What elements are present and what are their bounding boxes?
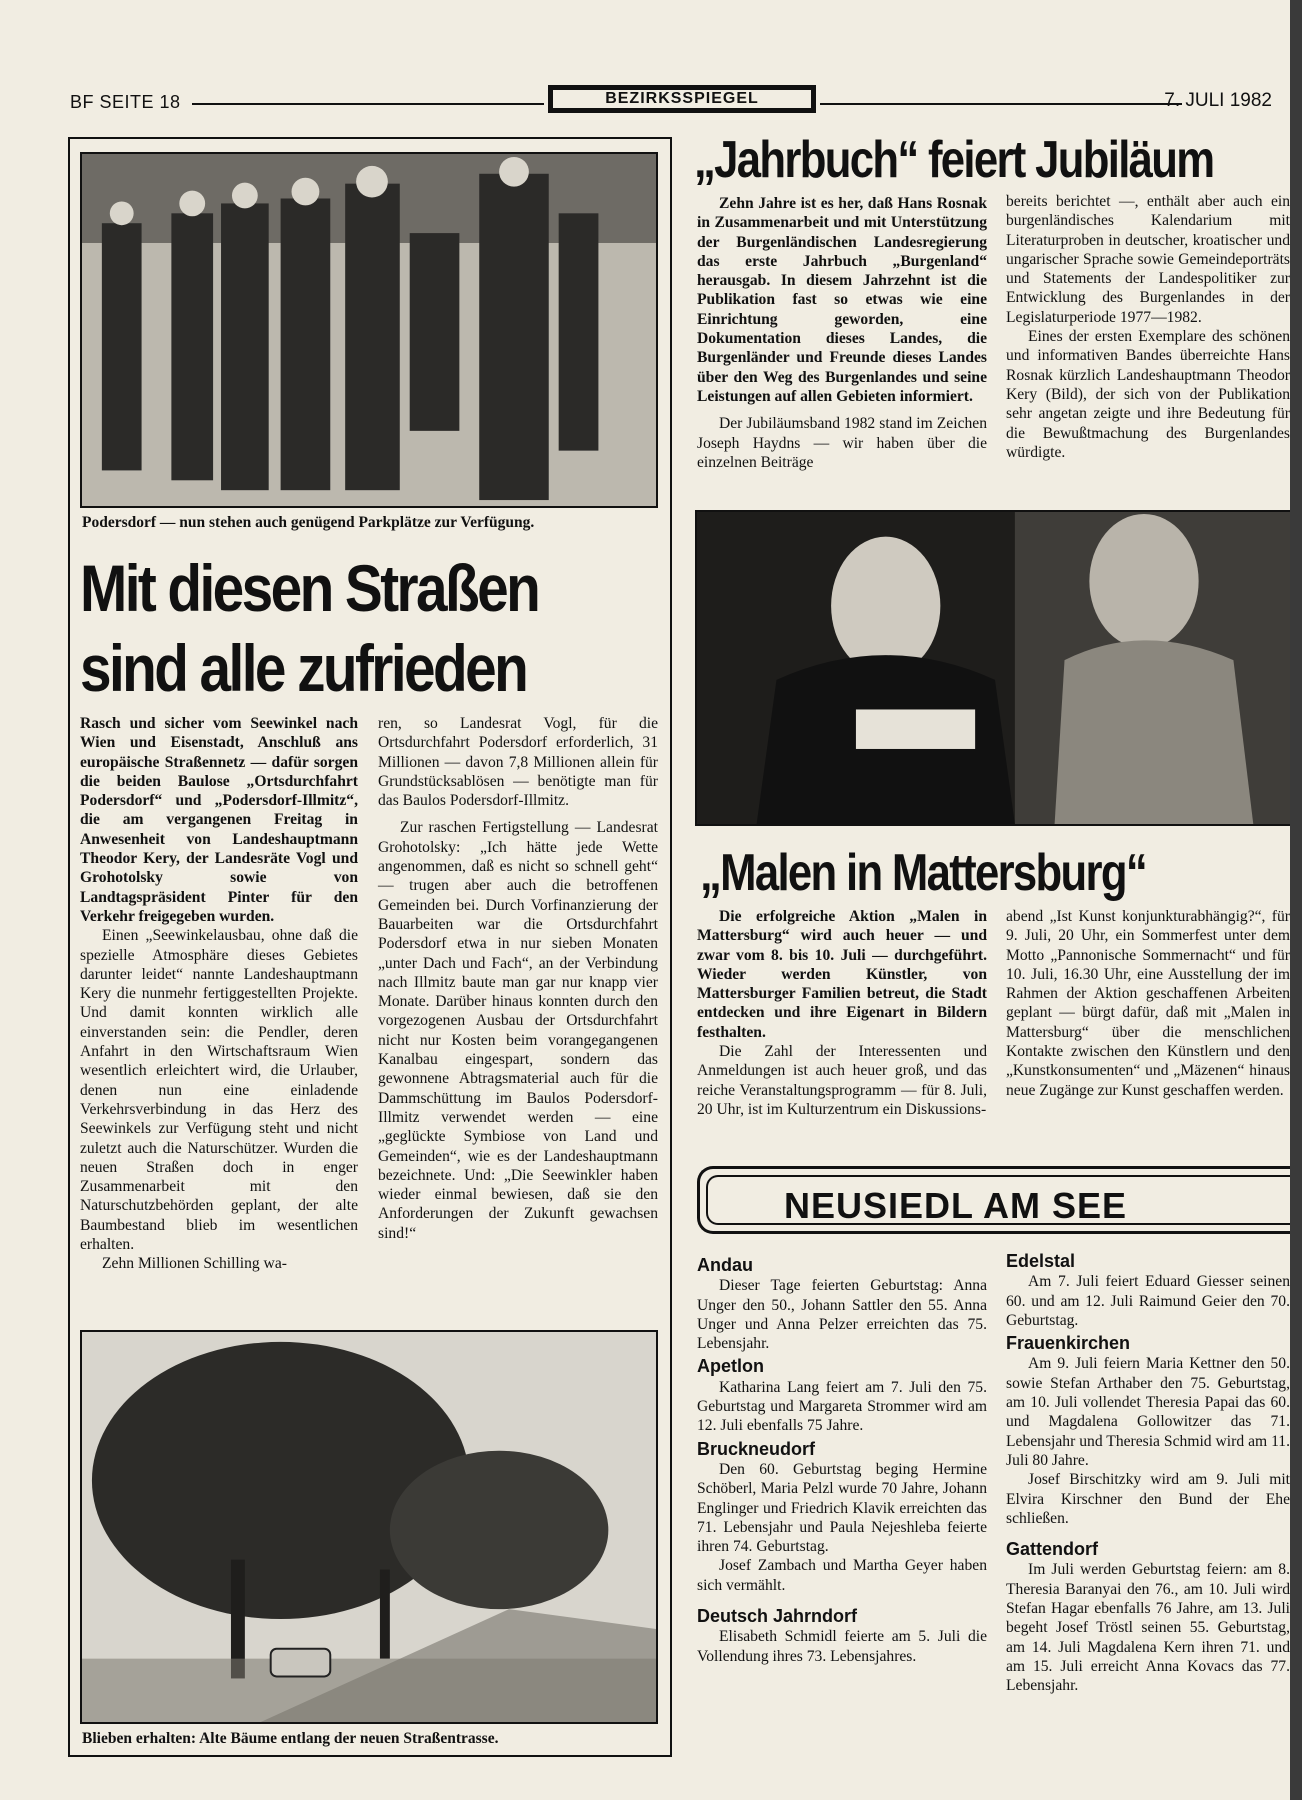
- edelstal-text: Am 7. Juli feiert Eduard Giesser seinen 60. und am 12. Juli Raimund Geier den 70. Geburtstag.: [1006, 1273, 1290, 1329]
- jahrbuch-col1: [697, 194, 987, 472]
- jahrbuch-col2-p1: bereits berichtet —, enthält aber auch ein burgenländisches Kalendarium mit Literaturproben in deutscher, kroatischer und ungarischer Sprache sowie Gemeindeporträts und Statements der Landespolitiker zur Entwicklung des Burgenlandes in der Legislaturperiode 1977—1982.: [1006, 193, 1290, 326]
- left-article-p3: Zehn Millionen Schilling wa-: [102, 1255, 287, 1273]
- place-andau: Andau: [697, 1255, 753, 1275]
- place-bruckneudorf: Bruckneudorf: [697, 1438, 816, 1459]
- page-label: BF SEITE 18: [70, 92, 181, 112]
- photo-caption-podersdorf: Podersdorf — nun stehen auch genügend Parkplätze zur Verfügung.: [82, 514, 535, 531]
- bruckneudorf-text2: Josef Zambach und Martha Geyer haben sich vermählt.: [697, 1557, 987, 1594]
- andau-text: Dieser Tage feierten Geburtstag: Anna Unger den 50., Johann Sattler den 55. Anna Unger und Anna Pelzer erreichten das 75. Lebensjahr.: [697, 1277, 987, 1353]
- frauenkirchen-text: Am 9. Juli feiern Maria Kettner den 50. sowie Stefan Arthaber den 75. Geburtstag, am 10. Juli vollendet Theresia Papai das 60. und Magdalena Gollowitzer das 71. Lebensjahr und Theresia Schmid wird am 11. Juli 80 Jahre.: [1006, 1355, 1290, 1469]
- malen-p2: Die Zahl der Interessenten und Anmeldungen ist auch heuer groß, und das reiche Veranstaltungsprogramm — für 8. Juli, 20 Uhr, ist im Kulturzentrum ein Diskussions-: [697, 1043, 987, 1118]
- page-edge-strip: [1290, 0, 1302, 1800]
- section-title: BEZIRKSSPIEGEL: [553, 90, 811, 108]
- neusiedl-title: NEUSIEDL AM SEE: [784, 1185, 1128, 1226]
- place-apetlon: Apetlon: [697, 1356, 764, 1377]
- photo-caption-trees: Blieben erhalten: Alte Bäume entlang der neuen Straßentrasse.: [82, 1730, 499, 1747]
- jahrbuch-lead: Zehn Jahre ist es her, daß Hans Rosnak in Zusammenarbeit und mit Unterstützung der Burgenländischen Landesregierung das erste Jahrbuch „Burgenland“ herausgab. In diesem Jahrzehnt ist die Publikation fast so etwas wie eine Einrichtung geworden, eine Dokumentation dieses Landes, die Burgenländer und Freunde dieses Landes über den Weg des Burgenlandes und seine Leistungen auf allen Gebieten informiert.: [697, 195, 987, 405]
- neusiedl-col-left: [697, 1252, 987, 1666]
- malen-col2-p1: abend „Ist Kunst konjunkturabhängig?“, für 9. Juli, 20 Uhr, ein Sommerfest unter dem Motto „Pannonische Sommernacht“ und für 10. Juli, 16.30 Uhr, eine Ausstellung der im Rahmen der Aktion geschaffenen Arbeiten geplant — bürgt dafür, daß mit „Malen in Mattersburg“ über die menschlichen Kontakte zwischen den Künstlern und den „Kunstkonsumenten“ und „Mäzenen“ hinaus neue Zugänge zur Kunst geschaffen werden.: [1006, 908, 1290, 1099]
- headline-line1: Mit diesen Straßen: [80, 551, 539, 625]
- left-article-p2: Einen „Seewinkelausbau, ohne daß die spezielle Atmosphäre dieses Gebietes darunter leidet“ nannte Landeshauptmann Kery die nunmehr fertiggestellten Projekte. Und damit konnten wirklich alle einverstanden sein: die Pendler, deren Anfahrt in den Wirtschaftsraum Wien wesentlich erleichtert wird, die Urlauber, denen nun eine einladende Verkehrsverbindung in das Herz des Seewinkels zur Verfügung steht und nicht zuletzt auch die Naturschützer. Wurden die neuen Straßen doch in enger Zusammenarbeit mit den Naturschutzbehörden geplant, der alte Baumbestand blieb im wesentlichen erhalten.: [80, 927, 358, 1254]
- neusiedl-title-inner: [706, 1175, 1302, 1225]
- section-box: [548, 85, 816, 113]
- header-rule-right: [820, 103, 1182, 105]
- frauenkirchen-text2: Josef Birschitzky wird am 9. Juli mit Elvira Kirschner den Bund der Ehe schließen.: [1006, 1471, 1290, 1527]
- left-article-col2-p1: ren, so Landesrat Vogl, für die Ortsdurchfahrt Podersdorf erforderlich, 31 Millionen — davon 7,8 Millionen allein für Grundstücksablösen — benötigte man für das Baulos Podersdorf-Illmitz.: [378, 715, 658, 810]
- neusiedl-col-right: [1006, 1248, 1290, 1696]
- left-article-col1: [80, 714, 358, 1274]
- place-deutsch-jahrndorf: Deutsch Jahrndorf: [697, 1606, 858, 1627]
- deutsch-jahrndorf-text: Elisabeth Schmidl feierte am 5. Juli die Vollendung ihres 73. Lebensjahres.: [697, 1628, 987, 1665]
- headline-line2: sind alle zufrieden: [80, 631, 527, 705]
- header-rule-left: [192, 103, 544, 105]
- left-article-col2: [378, 714, 658, 1243]
- place-gattendorf: Gattendorf: [1006, 1539, 1098, 1560]
- left-article-lead: Rasch und sicher vom Seewinkel nach Wien und Eisenstadt, Anschluß ans europäische Straßennetz — dafür sorgen die beiden Baulose „Ortsdurchfahrt Podersdorf“ und „Podersdorf-Illmitz“, die am vergangenen Freitag in Anwesenheit von Landeshauptmann Theodor Kery, der Landesräte Vogl und Grohotolsky sowie von Landtagspräsident Pinter für den Verkehr freigegeben wurden.: [80, 715, 358, 925]
- malen-lead: Die erfolgreiche Aktion „Malen in Mattersburg“ wird auch heuer — und zwar vom 8. bis 10. Juli — durchgeführt. Wieder werden Künstler, von Mattersburger Familien betreut, die Stadt entdecken und ihre Eigenart in Bildern festhalten.: [697, 908, 987, 1041]
- neusiedl-title-box: [697, 1166, 1302, 1234]
- gattendorf-text: Im Juli werden Geburtstag feiern: am 8. Theresia Baranyai den 76., am 10. Juli wird Stefan Hagar ebenfalls 76 Jahre, am 13. Juli begeht Josef Tröstl seinen 55. Geburtstag, am 14. Juli Magdalena Kern ihren 71. und am 15. Juli erreicht Anna Kovacs das 77. Lebensjahr.: [1006, 1561, 1290, 1695]
- jahrbuch-p2: Der Jubiläumsband 1982 stand im Zeichen Joseph Haydns — wir haben über die einzelnen Beiträge: [697, 415, 987, 471]
- malen-col1: [697, 907, 987, 1119]
- photo-trees-road: [80, 1330, 658, 1724]
- place-edelstal: Edelstal: [1006, 1251, 1076, 1271]
- malen-headline: „Malen in Mattersburg“: [700, 844, 1147, 902]
- issue-date: 7. JULI 1982: [1164, 90, 1272, 111]
- jahrbuch-col2-p2: Eines der ersten Exemplare des schönen und informativen Bandes überreichte Hans Rosnak kürzlich Landeshauptmann Theodor Kery (Bild), der sich von der Publikation sehr angetan zeigte und ihre Bedeutung für die Bewußtmachung des Burgenlandes würdigte.: [1006, 328, 1290, 461]
- photo-rosnak-kery: [695, 510, 1295, 826]
- malen-col2: [1006, 907, 1290, 1100]
- left-article-col2-p2: Zur raschen Fertigstellung — Landesrat Grohotolsky: „Ich hätte jede Wette angenommen, daß es nicht so schnell geht“ — trugen aber auch die betroffenen Gemeinden bei. Durch Vorfinanzierung der Bauarbeiten war die Ortsdurchfahrt Podersdorf etwa in nur sieben Monaten „unter Dach und Fach“, an der Verbindung nach Illmitz baute man gar nur knapp vier Monate. Darüber hinaus konnten durch den vorgezogenen Ausbau der Ortsdurchfahrt nicht nur Kosten beim vorangegangenen Kanalbau eingespart, sondern das gewonnene Abtragsmaterial auch für die Dammschüttung im Baulos Podersdorf-Illmitz verwendet werden — eine „geglückte Symbiose von Land und Gemeinden“, wie es der Landeshauptmann bezeichnete. Und: „Die Seewinkler haben wieder einmal bewiesen, daß sie den Anforderungen der Zukunft gewachsen sind!“: [378, 819, 658, 1242]
- jahrbuch-headline: „Jahrbuch“ feiert Jubiläum: [694, 131, 1214, 189]
- bruckneudorf-text: Den 60. Geburtstag beging Hermine Schöberl, Maria Pelzl wurde 70 Jahre, Johann Englinger und Friedrich Klavik erreichten das 71. Lebensjahr und Paula Nejeshleba feierte ihren 74. Geburtstag.: [697, 1460, 987, 1556]
- jahrbuch-col2: [1006, 192, 1290, 462]
- place-frauenkirchen: Frauenkirchen: [1006, 1333, 1131, 1354]
- apetlon-text: Katharina Lang feiert am 7. Juli den 75. Geburtstag und Margareta Strommer wird am 12. Juli ebenfalls 75 Jahre.: [697, 1378, 987, 1435]
- photo-podersdorf: [80, 152, 658, 508]
